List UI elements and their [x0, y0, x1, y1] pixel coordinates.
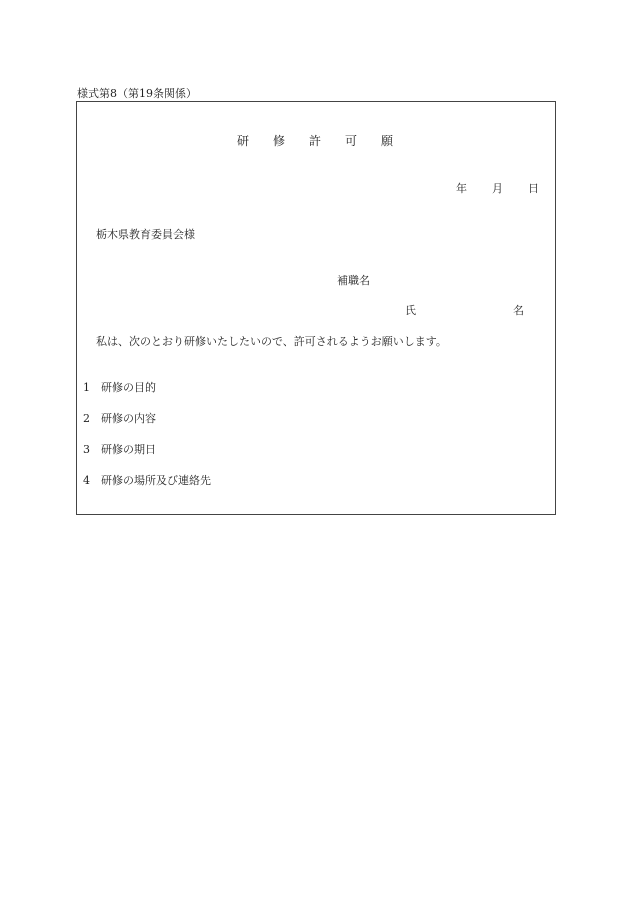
date-year-label: 年 — [456, 182, 467, 195]
item-number: 1 — [83, 381, 90, 394]
item-number: 4 — [83, 474, 90, 487]
title-char: 修 — [273, 134, 286, 148]
list-item — [83, 410, 156, 426]
date-line — [456, 180, 539, 196]
list-item — [83, 441, 156, 457]
item-number: 2 — [83, 412, 90, 425]
item-label: 研修の期日 — [101, 443, 156, 456]
form-number: 様式第8（第19条関係） — [77, 87, 197, 100]
name-label-given: 名 — [513, 304, 524, 317]
list-item — [83, 379, 156, 395]
date-month-label: 月 — [492, 182, 503, 195]
form-title — [0, 132, 630, 149]
item-label: 研修の目的 — [101, 381, 156, 394]
item-label: 研修の内容 — [101, 412, 156, 425]
item-label: 研修の場所及び連絡先 — [101, 474, 211, 487]
item-number: 3 — [83, 443, 90, 456]
addressee: 栃木県教育委員会様 — [96, 228, 195, 241]
title-char: 研 — [237, 134, 250, 148]
list-item — [83, 472, 211, 488]
title-char: 許 — [309, 134, 322, 148]
title-char: 可 — [345, 134, 358, 148]
title-char: 願 — [381, 134, 394, 148]
date-day-label: 日 — [528, 182, 539, 195]
name-label-surname: 氏 — [405, 304, 416, 317]
post-label: 補職名 — [337, 274, 370, 287]
request-statement: 私は、次のとおり研修いたしたいので、許可されるようお願いします。 — [96, 335, 447, 348]
